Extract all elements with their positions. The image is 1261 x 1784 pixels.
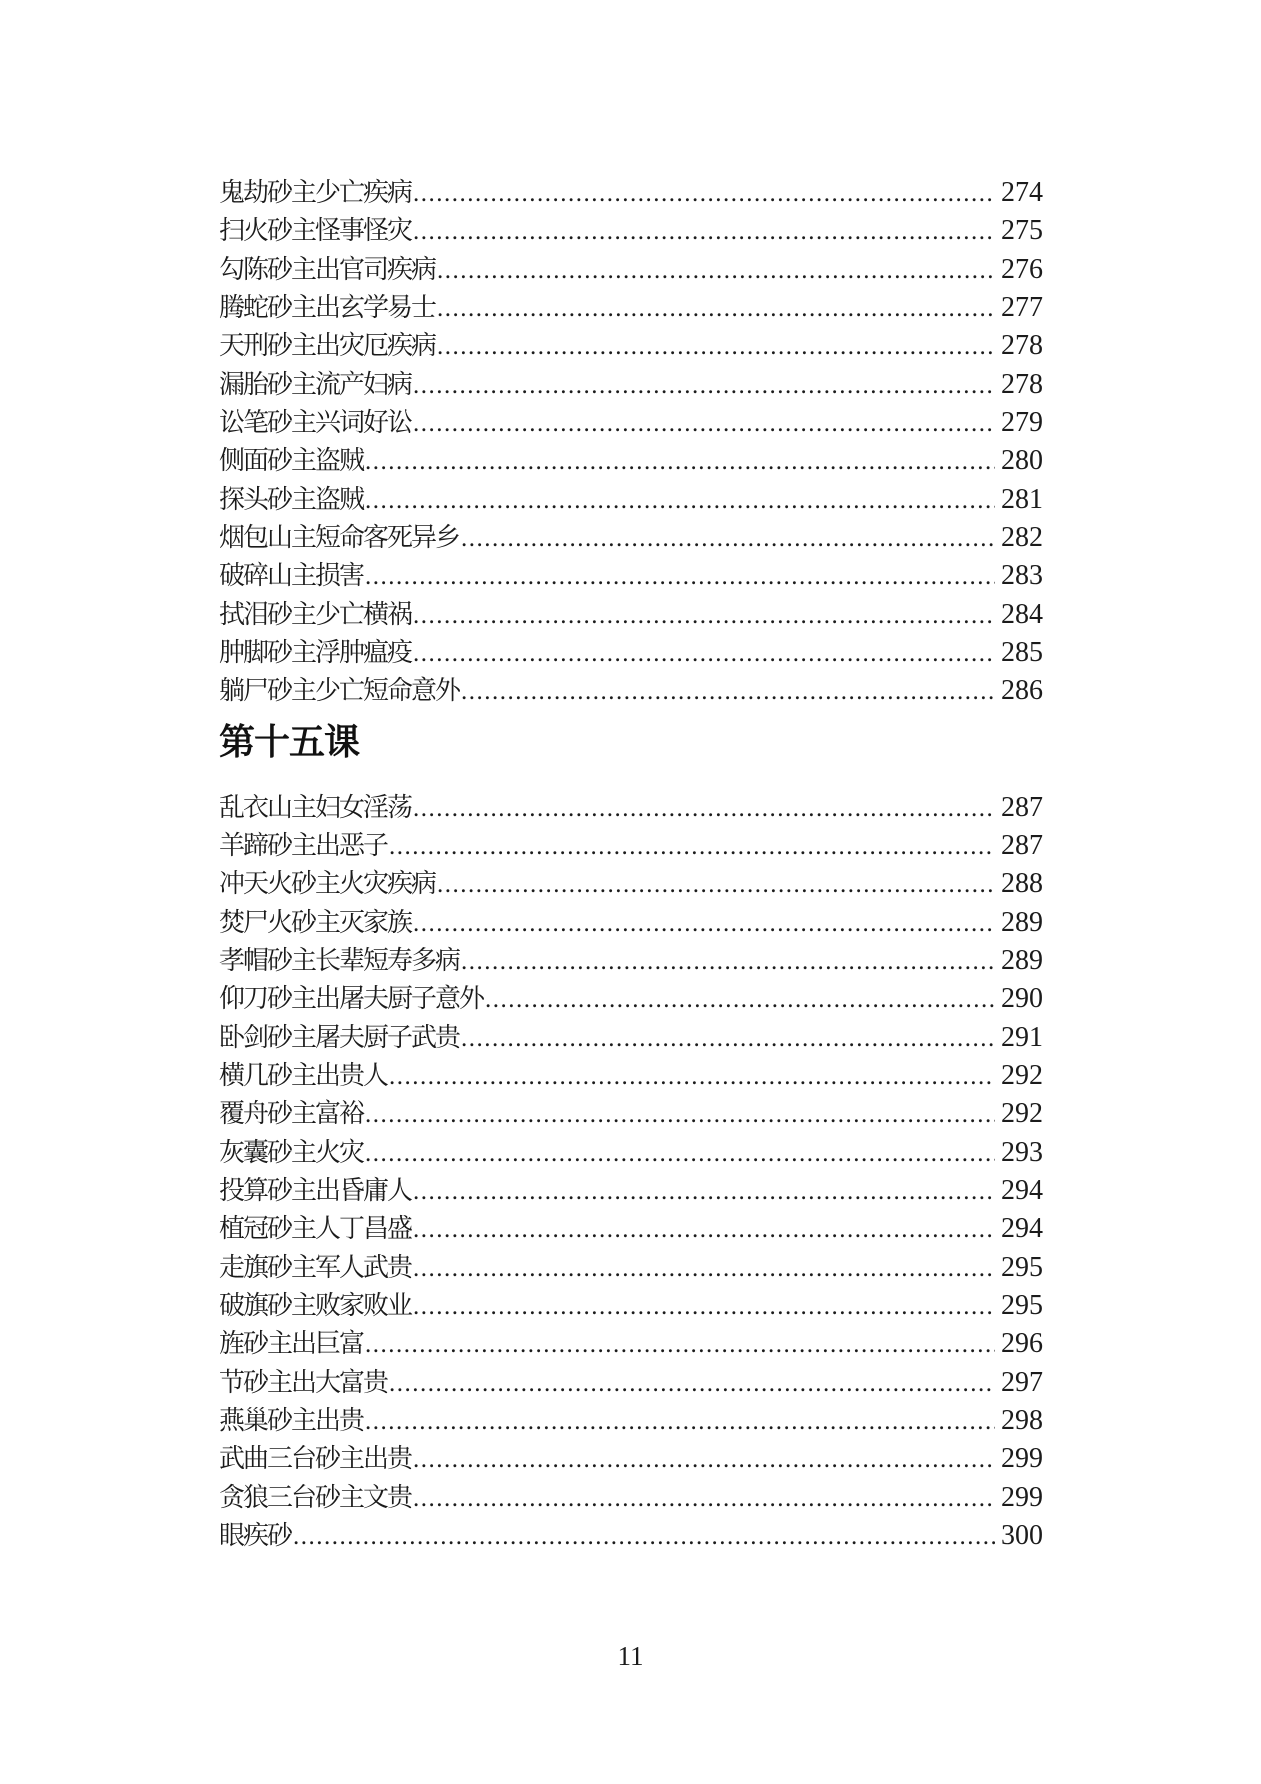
toc-dot-leader [461,673,995,711]
toc-entry-title: 羊蹄砂主出恶子 [219,830,388,860]
toc-dot-leader [365,1403,995,1441]
toc-entry-title: 肿脚砂主浮肿瘟疫 [219,637,412,667]
toc-entry[interactable] [219,942,1043,980]
toc-entry[interactable] [219,1402,1043,1440]
toc-entry-page: 287 [1001,829,1043,861]
toc-entry[interactable] [219,366,1043,404]
toc-entry-page: 289 [1001,944,1043,976]
toc-dot-leader [365,482,995,520]
toc-entry-title: 破碎山主损害 [219,561,364,591]
toc-entry-page: 277 [1001,291,1043,323]
toc-entry-page: 295 [1001,1289,1043,1321]
toc-entry[interactable] [219,519,1043,557]
toc-dot-leader [413,1211,995,1249]
toc-entry-page: 282 [1001,521,1043,553]
toc-dot-leader [413,213,995,251]
toc-entry-title: 腾蛇砂主出玄学易士 [219,292,436,322]
toc-dot-leader [437,252,995,290]
toc-entry[interactable] [219,1172,1043,1210]
toc-entry-title: 贪狼三台砂主文贵 [219,1482,412,1512]
toc-dot-leader [413,1250,995,1288]
toc-entry-title: 燕巢砂主出贵 [219,1405,364,1435]
toc-entry-title: 探头砂主盗贼 [219,484,364,514]
toc-dot-leader [437,866,995,904]
toc-entry-page: 295 [1001,1251,1043,1283]
toc-entry[interactable] [219,1019,1043,1057]
toc-dot-leader [413,405,995,443]
toc-entry[interactable] [219,865,1043,903]
table-of-contents [219,174,1043,1555]
toc-dot-leader [365,443,995,481]
toc-entry-page: 293 [1001,1136,1043,1168]
toc-entry-page: 292 [1001,1059,1043,1091]
toc-entry-page: 278 [1001,368,1043,400]
toc-entry-title: 漏胎砂主流产妇病 [219,369,412,399]
toc-entry-page: 284 [1001,598,1043,630]
toc-entry-title: 勾陈砂主出官司疾病 [219,254,436,284]
toc-entry[interactable] [219,1517,1043,1555]
toc-entry-page: 286 [1001,675,1043,707]
toc-entry-title: 躺尸砂主少亡短命意外 [219,676,460,706]
section-heading: 第十五课 [219,721,360,762]
toc-dot-leader [389,1058,995,1096]
toc-entry[interactable] [219,827,1043,865]
toc-entry-page: 280 [1001,445,1043,477]
toc-entry[interactable] [219,251,1043,289]
toc-entry-page: 276 [1001,253,1043,285]
toc-dot-leader [437,328,995,366]
toc-entry[interactable] [219,442,1043,480]
toc-dot-leader [485,981,995,1019]
toc-entry[interactable] [219,672,1043,710]
toc-entry[interactable] [219,904,1043,942]
toc-entry[interactable] [219,1057,1043,1095]
toc-entry-title: 鬼劫砂主少亡疾病 [219,178,412,207]
toc-entry[interactable] [219,634,1043,672]
toc-entry[interactable] [219,1479,1043,1517]
toc-entry[interactable] [219,980,1043,1018]
toc-entry-page: 297 [1001,1366,1043,1398]
toc-entry-page: 294 [1001,1213,1043,1245]
toc-entry-page: 291 [1001,1021,1043,1053]
toc-dot-leader [461,1020,995,1058]
toc-entry-page: 287 [1001,791,1043,823]
toc-entry-title: 乱衣山主妇女淫荡 [219,792,412,822]
toc-entry[interactable] [219,1325,1043,1363]
toc-entry-page: 296 [1001,1328,1043,1360]
toc-dot-leader [413,1480,995,1518]
toc-entry-page: 298 [1001,1404,1043,1436]
toc-dot-leader [413,905,995,943]
toc-entry-page: 278 [1001,330,1043,362]
toc-dot-leader [413,597,995,635]
toc-entry[interactable] [219,327,1043,365]
toc-entry[interactable] [219,596,1043,634]
toc-entry[interactable] [219,1210,1043,1248]
toc-dot-leader [365,558,995,596]
toc-entry-page: 300 [1001,1519,1043,1551]
toc-entry-page: 288 [1001,868,1043,900]
toc-entry[interactable] [219,1095,1043,1133]
toc-entry-title: 破旗砂主败家败业 [219,1290,412,1320]
toc-entry[interactable] [219,1440,1043,1478]
toc-entry[interactable] [219,1249,1043,1287]
toc-entry[interactable] [219,557,1043,595]
toc-entry-title: 植冠砂主人丁昌盛 [219,1214,412,1244]
toc-dot-leader [413,367,995,405]
toc-entry-page: 294 [1001,1174,1043,1206]
toc-entry-title: 讼笔砂主兴词好讼 [219,407,412,437]
toc-entry-title: 扫火砂主怪事怪灾 [219,216,412,246]
toc-entry-page: 285 [1001,636,1043,668]
toc-dot-leader [461,520,995,558]
toc-entry-page: 299 [1001,1443,1043,1475]
toc-dot-leader [413,1441,995,1479]
toc-dot-leader [413,1173,995,1211]
toc-entry-title: 节砂主出大富贵 [219,1367,388,1397]
toc-entry-title: 卧剑砂主屠夫厨子武贵 [219,1022,460,1052]
toc-dot-leader [389,828,995,866]
toc-dot-leader [461,943,995,981]
toc-entry-page: 299 [1001,1481,1043,1513]
toc-dot-leader [365,1096,995,1134]
toc-entry-title: 走旗砂主军人武贵 [219,1252,412,1282]
toc-entry[interactable] [219,174,1043,212]
toc-entry-title: 眼疾砂 [219,1520,292,1550]
toc-entry-page: 274 [1001,177,1043,208]
toc-entry-title: 灰囊砂主火灾 [219,1137,364,1167]
toc-entry-title: 旌砂主出巨富 [219,1329,364,1359]
toc-entry-page: 290 [1001,983,1043,1015]
toc-entry-title: 拭泪砂主少亡横祸 [219,599,412,629]
toc-entry-title: 武曲三台砂主出贵 [219,1444,412,1474]
toc-entry[interactable] [219,1287,1043,1325]
toc-dot-leader [293,1518,995,1556]
toc-entry-title: 投算砂主出昏庸人 [219,1175,412,1205]
toc-entry[interactable] [219,1364,1043,1402]
toc-entry[interactable] [219,404,1043,442]
toc-entry-title: 孝帽砂主长辈短寿多病 [219,945,460,975]
toc-entry[interactable] [219,481,1043,519]
toc-entry[interactable] [219,212,1043,250]
toc-entry[interactable] [219,789,1043,827]
page-number-footer: 11 [617,1641,644,1671]
toc-entry-title: 天刑砂主出灾厄疾病 [219,331,436,361]
toc-entry[interactable] [219,289,1043,327]
toc-entry-title: 焚尸火砂主灭家族 [219,907,412,937]
toc-entry-title: 冲天火砂主火灾疾病 [219,869,436,899]
toc-entry-title: 仰刀砂主出屠夫厨子意外 [219,984,484,1014]
toc-dot-leader [389,1365,995,1403]
toc-dot-leader [413,1288,995,1326]
toc-dot-leader [413,790,995,828]
toc-entry-page: 292 [1001,1098,1043,1130]
toc-entry-title: 覆舟砂主富裕 [219,1099,364,1129]
toc-entry-title: 烟包山主短命客死异乡 [219,522,460,552]
toc-entry-title: 侧面砂主盗贼 [219,446,364,476]
toc-dot-leader [437,290,995,328]
toc-dot-leader [413,635,995,673]
toc-entry-page: 289 [1001,906,1043,938]
toc-dot-leader [365,1135,995,1173]
toc-entry-page: 279 [1001,406,1043,438]
toc-dot-leader [365,1326,995,1364]
toc-entry-page: 283 [1001,560,1043,592]
toc-entry[interactable] [219,1134,1043,1172]
toc-entry-page: 281 [1001,483,1043,515]
toc-dot-leader [413,175,995,213]
toc-entry-page: 275 [1001,215,1043,247]
toc-entry-title: 横几砂主出贵人 [219,1060,388,1090]
